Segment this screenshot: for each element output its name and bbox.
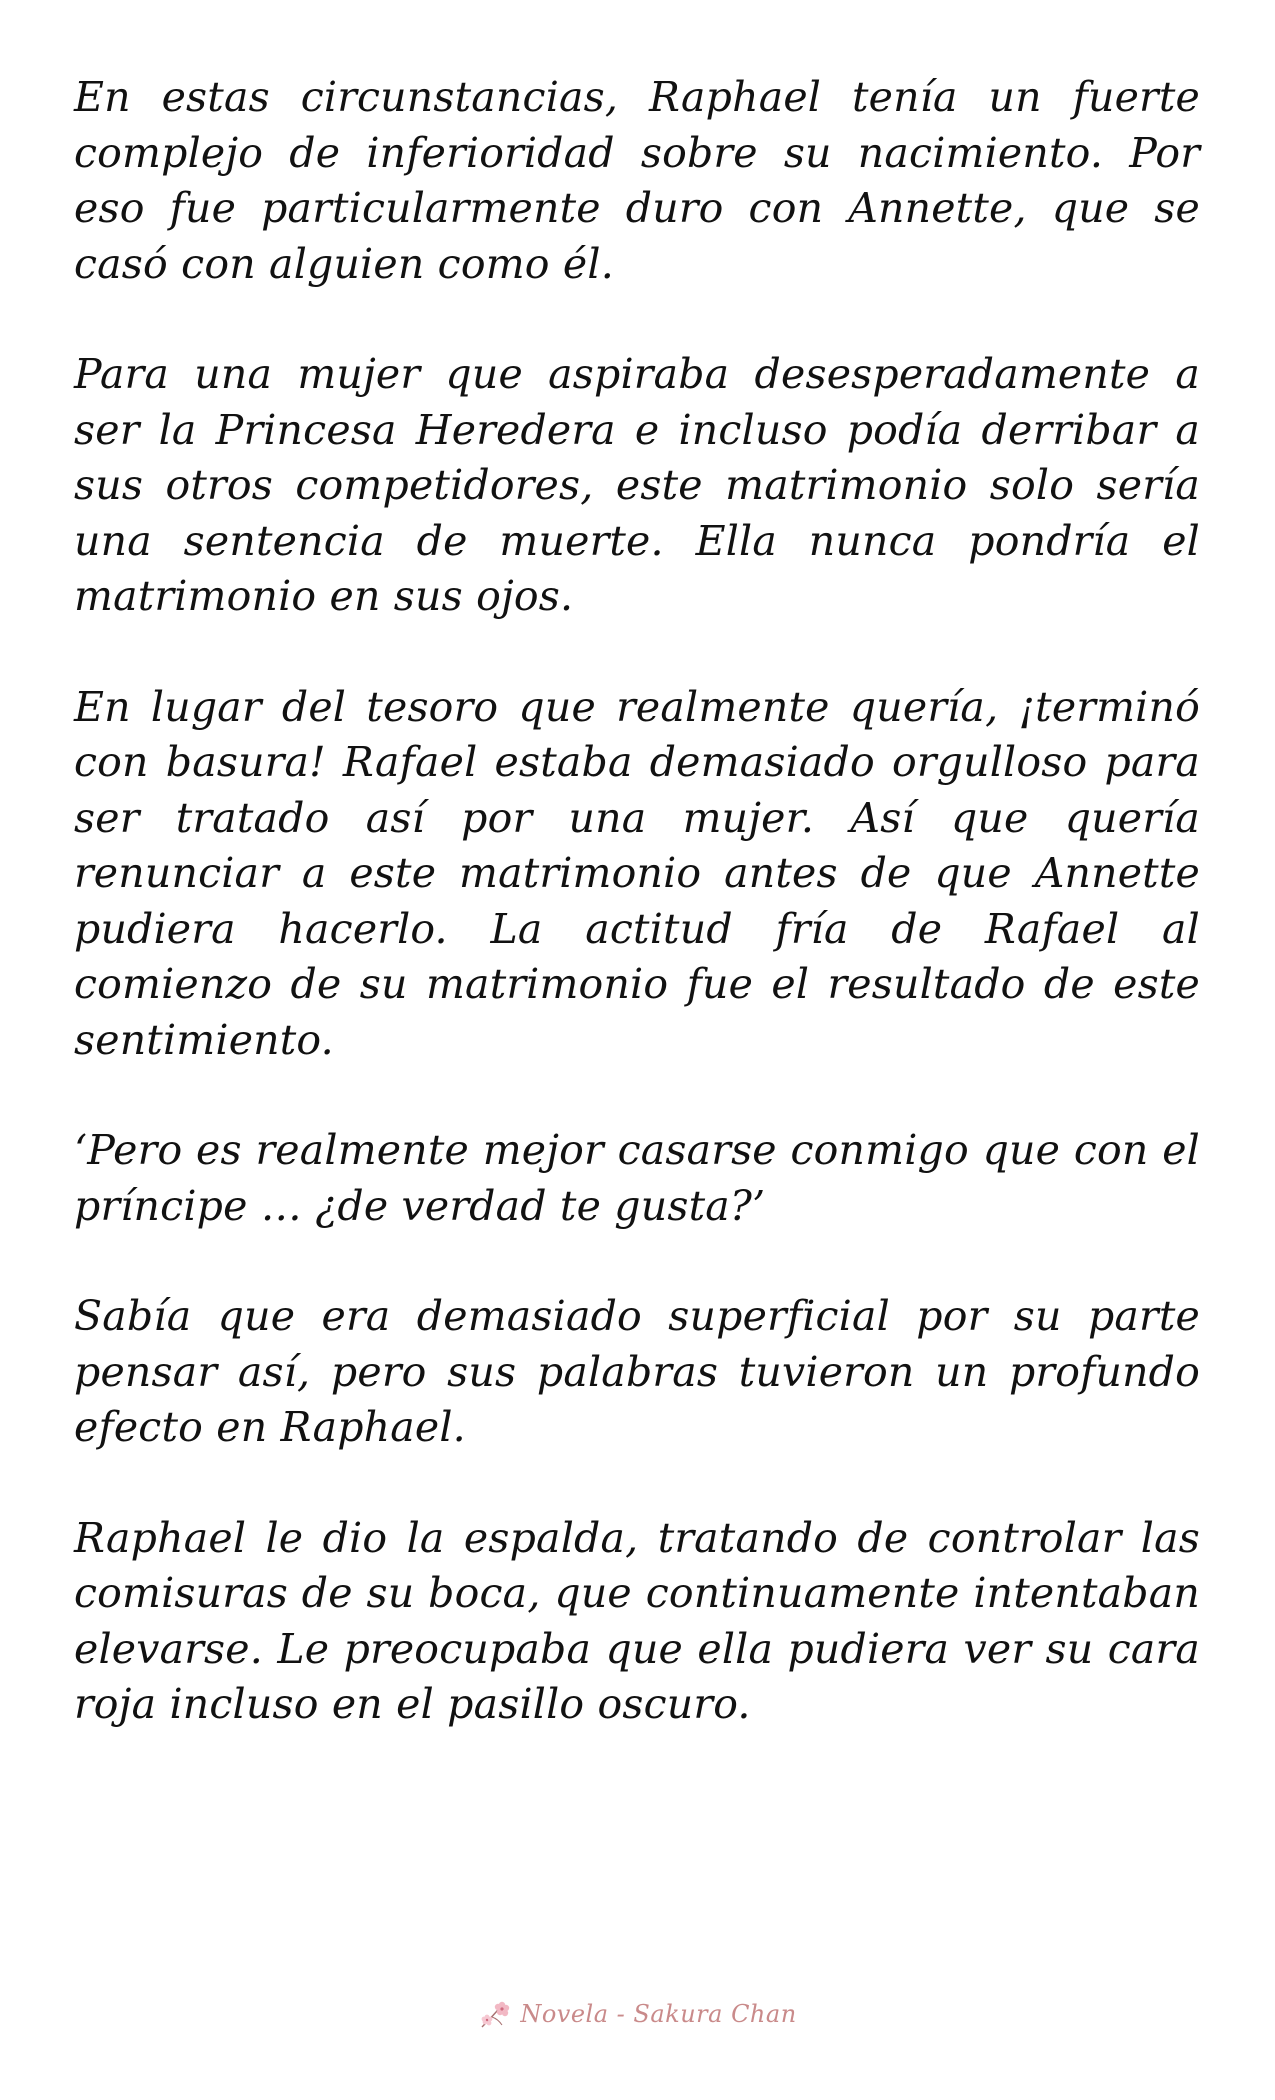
footer-watermark [0, 1997, 1275, 2031]
paragraph-3: En lugar del tesoro que realmente quería, ¡terminó con basura! Rafael estaba demasiado orgulloso para ser tratado así por una mujer. Así que quería renunciar a este matrimonio antes de que Annette pudiera hacerlo. La actitud fría de Rafael al comienzo de su matrimonio fue el resultado de este sentimiento. [74, 682, 1200, 1064]
cherry-blossom-icon [478, 1997, 512, 2031]
paragraph-6: Raphael le dio la espalda, tratando de controlar las comisuras de su boca, que continuamente intentaban elevarse. Le preocupaba que ella pudiera ver su cara roja incluso en el pasillo oscuro. [74, 1513, 1200, 1728]
watermark-text: Novela - Sakura Chan [520, 2000, 797, 2028]
paragraph-4: ‘Pero es realmente mejor casarse conmigo que con el príncipe … ¿de verdad te gusta?’ [74, 1126, 1200, 1230]
document-body [74, 70, 1200, 1788]
paragraph-1: En estas circunstancias, Raphael tenía un fuerte complejo de inferioridad sobre su nacimiento. Por eso fue particularmente duro con Annette, que se casó con alguien como él. [74, 73, 1200, 288]
paragraph-5: Sabía que era demasiado superficial por su parte pensar así, pero sus palabras tuvieron un profundo efecto en Raphael. [74, 1292, 1200, 1451]
paragraph-2: Para una mujer que aspiraba desesperadamente a ser la Princesa Heredera e incluso podía derribar a sus otros competidores, este matrimonio solo sería una sentencia de muerte. Ella nunca pondría el matrimonio en sus ojos. [74, 350, 1200, 620]
